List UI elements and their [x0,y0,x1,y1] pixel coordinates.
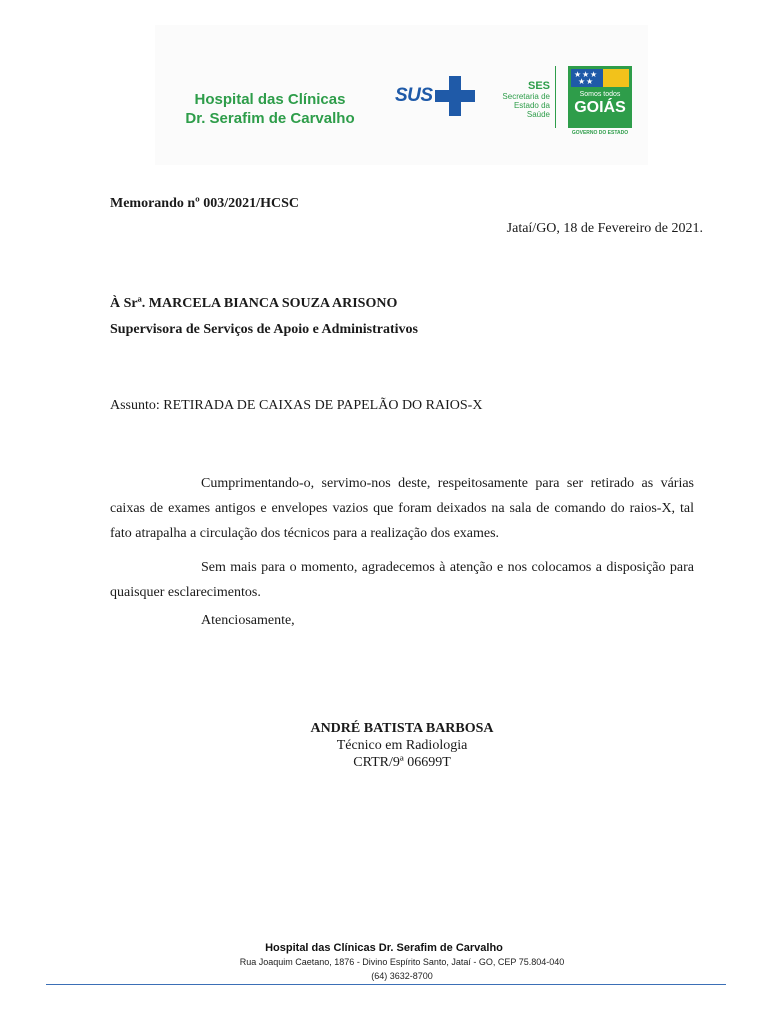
goias-government-label: GOVERNO DO ESTADO [571,130,629,136]
hospital-logo-text [170,90,370,128]
ses-title: SES [527,80,550,92]
logo-divider [555,66,556,128]
ses-line3: Saúde [526,110,550,119]
ses-line1: Secretaria de [502,92,550,101]
ses-logo [490,80,550,119]
sus-cross-icon [435,76,475,116]
footer-phone: (64) 3632-8700 [371,971,433,981]
closing: Atenciosamente, [201,613,295,628]
signatory-name: ANDRÉ BATISTA BARBOSA [310,721,494,736]
footer-title: Hospital das Clínicas Dr. Serafim de Carvalho [265,942,503,954]
ses-line2: Estado da [513,101,550,110]
goias-slogan: Somos todos [579,91,621,98]
goias-logo [568,66,632,136]
memo-date: Jataí/GO, 18 de Fevereiro de 2021. [506,221,703,236]
memo-subject: Assunto: RETIRADA DE CAIXAS DE PAPELÃO DO RAIOS-X [110,398,483,413]
signatory-registration: CRTR/9ª 06699T [353,755,451,770]
signatory-role: Técnico em Radiologia [336,738,468,753]
hospital-name-line1: Hospital das Clínicas [194,91,346,108]
footer-divider [46,984,726,985]
sus-label: SUS [395,85,433,106]
goias-wordmark: GOIÁS [574,99,626,116]
sus-logo [395,76,475,116]
goias-flag-icon: ★ ★ ★ ★ ★ [571,69,629,87]
hospital-name-line2: Dr. Serafim de Carvalho [185,110,355,127]
memo-number: Memorando nº 003/2021/HCSC [110,196,299,211]
recipient-role: Supervisora de Serviços de Apoio e Administrativos [110,322,419,337]
body-paragraph-1: Cumprimentando-o, servimo-nos deste, respeitosamente para ser retirado as várias caixas de exames antigos e envelopes vazios que foram deixados na sala de comando do raios-X, tal fato atrapalha a circulação dos técnicos para a realização dos exames. [110,476,694,541]
body-paragraph-2: Sem mais para o momento, agradecemos à atenção e nos colocamos a disposição para quaisquer esclarecimentos. [110,560,694,600]
recipient-name: À Srª. MARCELA BIANCA SOUZA ARISONO [110,296,398,311]
footer-address: Rua Joaquim Caetano, 1876 - Divino Espírito Santo, Jataí - GO, CEP 75.804-040 [239,957,565,967]
